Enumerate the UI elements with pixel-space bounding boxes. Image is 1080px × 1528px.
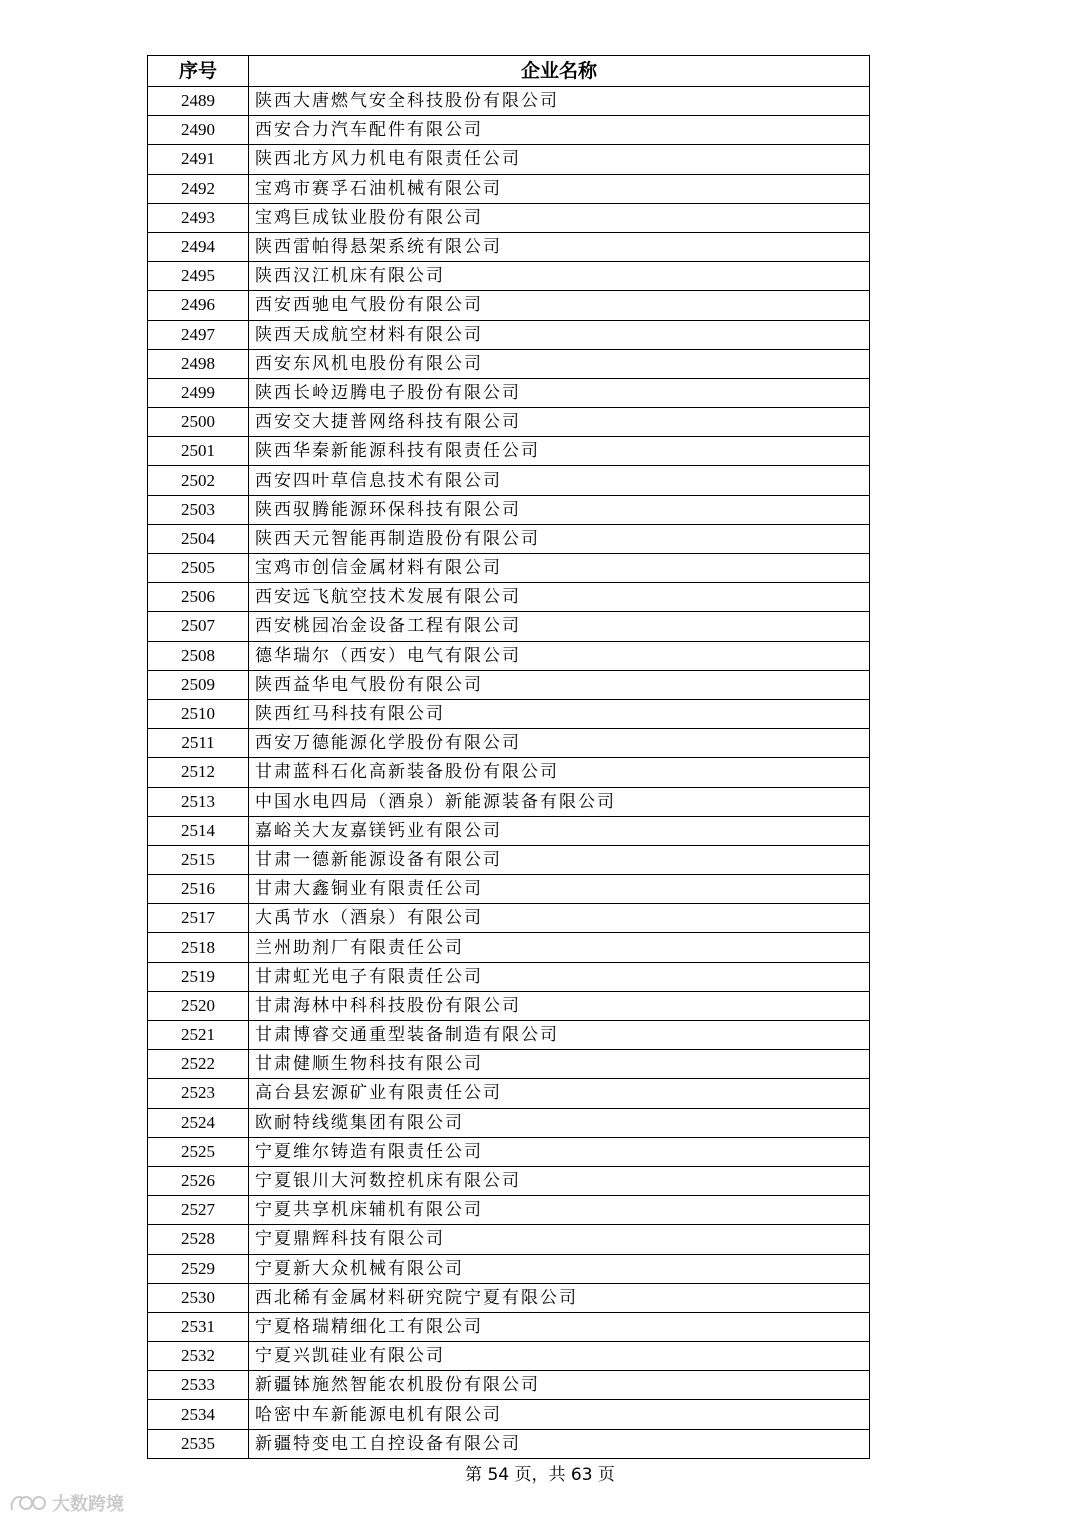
table-row	[148, 758, 870, 787]
table-row	[148, 1429, 870, 1458]
serial-number-cell: 2516	[148, 875, 249, 904]
serial-number-cell: 2520	[148, 991, 249, 1020]
serial-number-cell: 2492	[148, 174, 249, 203]
company-name-cell: 陕西雷帕得悬架系统有限公司	[249, 232, 870, 261]
table-row	[148, 845, 870, 874]
table-row	[148, 1283, 870, 1312]
table-row	[148, 174, 870, 203]
table-row	[148, 116, 870, 145]
serial-number-cell: 2534	[148, 1400, 249, 1429]
company-name-cell: 陕西长岭迈腾电子股份有限公司	[249, 378, 870, 407]
table-row	[148, 991, 870, 1020]
serial-number-cell: 2510	[148, 699, 249, 728]
watermark-text: 大数跨境	[52, 1494, 124, 1515]
company-name-cell: 宝鸡市创信金属材料有限公司	[249, 554, 870, 583]
table-row	[148, 320, 870, 349]
company-name-cell: 陕西驭腾能源环保科技有限公司	[249, 495, 870, 524]
company-name-cell: 甘肃一德新能源设备有限公司	[249, 845, 870, 874]
serial-number-cell: 2501	[148, 437, 249, 466]
serial-number-cell: 2500	[148, 408, 249, 437]
table-body	[148, 87, 870, 1459]
serial-number-cell: 2532	[148, 1342, 249, 1371]
serial-number-cell: 2495	[148, 262, 249, 291]
table-row	[148, 583, 870, 612]
company-name-cell: 陕西华秦新能源科技有限责任公司	[249, 437, 870, 466]
table-row	[148, 1342, 870, 1371]
serial-number-cell: 2489	[148, 87, 249, 116]
serial-number-cell: 2502	[148, 466, 249, 495]
table-row	[148, 699, 870, 728]
table-row	[148, 670, 870, 699]
serial-number-cell: 2531	[148, 1312, 249, 1341]
table-row	[148, 145, 870, 174]
watermark-logo-icon	[8, 1490, 48, 1516]
enterprise-table-container	[147, 55, 869, 1459]
company-name-cell: 欧耐特线缆集团有限公司	[249, 1108, 870, 1137]
serial-number-cell: 2533	[148, 1371, 249, 1400]
company-name-cell: 德华瑞尔（西安）电气有限公司	[249, 641, 870, 670]
table-row	[148, 291, 870, 320]
serial-number-cell: 2535	[148, 1429, 249, 1458]
company-name-cell: 哈密中车新能源电机有限公司	[249, 1400, 870, 1429]
company-name-cell: 兰州助剂厂有限责任公司	[249, 933, 870, 962]
company-name-cell: 甘肃健顺生物科技有限公司	[249, 1050, 870, 1079]
company-name-cell: 西安合力汽车配件有限公司	[249, 116, 870, 145]
company-name-cell: 新疆特变电工自控设备有限公司	[249, 1429, 870, 1458]
company-name-cell: 陕西北方风力机电有限责任公司	[249, 145, 870, 174]
company-name-cell: 宁夏共享机床辅机有限公司	[249, 1196, 870, 1225]
company-name-cell: 嘉峪关大友嘉镁钙业有限公司	[249, 816, 870, 845]
table-row	[148, 495, 870, 524]
serial-number-cell: 2494	[148, 232, 249, 261]
serial-number-cell: 2512	[148, 758, 249, 787]
company-name-cell: 西安四叶草信息技术有限公司	[249, 466, 870, 495]
table-row	[148, 1225, 870, 1254]
table-row	[148, 524, 870, 553]
company-name-cell: 西安万德能源化学股份有限公司	[249, 729, 870, 758]
company-name-cell: 西安远飞航空技术发展有限公司	[249, 583, 870, 612]
table-row	[148, 437, 870, 466]
company-name-cell: 甘肃海林中科科技股份有限公司	[249, 991, 870, 1020]
company-name-cell: 甘肃博睿交通重型装备制造有限公司	[249, 1021, 870, 1050]
company-name-cell: 宁夏鼎辉科技有限公司	[249, 1225, 870, 1254]
table-row	[148, 1050, 870, 1079]
table-row	[148, 1021, 870, 1050]
table-row	[148, 875, 870, 904]
serial-number-cell: 2498	[148, 349, 249, 378]
company-name-cell: 西安西驰电气股份有限公司	[249, 291, 870, 320]
page-number-footer: 第 54 页，共 63 页	[465, 1465, 615, 1485]
serial-number-cell: 2506	[148, 583, 249, 612]
serial-number-cell: 2518	[148, 933, 249, 962]
serial-number-cell: 2513	[148, 787, 249, 816]
serial-number-cell: 2509	[148, 670, 249, 699]
serial-number-cell: 2504	[148, 524, 249, 553]
table-row	[148, 816, 870, 845]
serial-number-cell: 2493	[148, 203, 249, 232]
table-row	[148, 1196, 870, 1225]
serial-number-cell: 2507	[148, 612, 249, 641]
serial-number-cell: 2524	[148, 1108, 249, 1137]
company-name-cell: 陕西天成航空材料有限公司	[249, 320, 870, 349]
header-serial-number: 序号	[148, 56, 249, 87]
company-name-cell: 宁夏银川大河数控机床有限公司	[249, 1166, 870, 1195]
table-row	[148, 1137, 870, 1166]
serial-number-cell: 2505	[148, 554, 249, 583]
company-name-cell: 宁夏新大众机械有限公司	[249, 1254, 870, 1283]
table-header-row	[148, 56, 870, 87]
table-row	[148, 1312, 870, 1341]
serial-number-cell: 2490	[148, 116, 249, 145]
table-row	[148, 1108, 870, 1137]
table-row	[148, 1079, 870, 1108]
serial-number-cell: 2499	[148, 378, 249, 407]
serial-number-cell: 2523	[148, 1079, 249, 1108]
serial-number-cell: 2515	[148, 845, 249, 874]
table-row	[148, 378, 870, 407]
table-row	[148, 349, 870, 378]
table-row	[148, 1254, 870, 1283]
company-name-cell: 甘肃大鑫铜业有限责任公司	[249, 875, 870, 904]
serial-number-cell: 2522	[148, 1050, 249, 1079]
enterprise-table	[147, 55, 870, 1459]
company-name-cell: 高台县宏源矿业有限责任公司	[249, 1079, 870, 1108]
serial-number-cell: 2529	[148, 1254, 249, 1283]
table-row	[148, 1371, 870, 1400]
company-name-cell: 宁夏维尔铸造有限责任公司	[249, 1137, 870, 1166]
serial-number-cell: 2491	[148, 145, 249, 174]
company-name-cell: 宁夏兴凯硅业有限公司	[249, 1342, 870, 1371]
company-name-cell: 西安桃园冶金设备工程有限公司	[249, 612, 870, 641]
serial-number-cell: 2508	[148, 641, 249, 670]
serial-number-cell: 2514	[148, 816, 249, 845]
company-name-cell: 陕西益华电气股份有限公司	[249, 670, 870, 699]
company-name-cell: 新疆钵施然智能农机股份有限公司	[249, 1371, 870, 1400]
company-name-cell: 宝鸡市赛孚石油机械有限公司	[249, 174, 870, 203]
company-name-cell: 中国水电四局（酒泉）新能源装备有限公司	[249, 787, 870, 816]
serial-number-cell: 2527	[148, 1196, 249, 1225]
serial-number-cell: 2530	[148, 1283, 249, 1312]
serial-number-cell: 2525	[148, 1137, 249, 1166]
table-row	[148, 933, 870, 962]
table-row	[148, 729, 870, 758]
serial-number-cell: 2526	[148, 1166, 249, 1195]
table-row	[148, 87, 870, 116]
company-name-cell: 陕西汉江机床有限公司	[249, 262, 870, 291]
table-row	[148, 641, 870, 670]
company-name-cell: 西安东风机电股份有限公司	[249, 349, 870, 378]
serial-number-cell: 2528	[148, 1225, 249, 1254]
serial-number-cell: 2519	[148, 962, 249, 991]
table-row	[148, 904, 870, 933]
table-row	[148, 466, 870, 495]
company-name-cell: 陕西天元智能再制造股份有限公司	[249, 524, 870, 553]
company-name-cell: 大禹节水（酒泉）有限公司	[249, 904, 870, 933]
company-name-cell: 陕西红马科技有限公司	[249, 699, 870, 728]
table-row	[148, 408, 870, 437]
serial-number-cell: 2511	[148, 729, 249, 758]
serial-number-cell: 2517	[148, 904, 249, 933]
serial-number-cell: 2496	[148, 291, 249, 320]
company-name-cell: 陕西大唐燃气安全科技股份有限公司	[249, 87, 870, 116]
company-name-cell: 西安交大捷普网络科技有限公司	[249, 408, 870, 437]
table-row	[148, 787, 870, 816]
serial-number-cell: 2497	[148, 320, 249, 349]
table-row	[148, 612, 870, 641]
company-name-cell: 宁夏格瑞精细化工有限公司	[249, 1312, 870, 1341]
table-row	[148, 1400, 870, 1429]
company-name-cell: 西北稀有金属材料研究院宁夏有限公司	[249, 1283, 870, 1312]
table-row	[148, 262, 870, 291]
company-name-cell: 宝鸡巨成钛业股份有限公司	[249, 203, 870, 232]
company-name-cell: 甘肃虹光电子有限责任公司	[249, 962, 870, 991]
header-company-name: 企业名称	[249, 56, 870, 87]
company-name-cell: 甘肃蓝科石化高新装备股份有限公司	[249, 758, 870, 787]
table-row	[148, 554, 870, 583]
serial-number-cell: 2503	[148, 495, 249, 524]
table-row	[148, 962, 870, 991]
table-row	[148, 232, 870, 261]
table-row	[148, 203, 870, 232]
watermark	[8, 1490, 124, 1516]
table-row	[148, 1166, 870, 1195]
serial-number-cell: 2521	[148, 1021, 249, 1050]
